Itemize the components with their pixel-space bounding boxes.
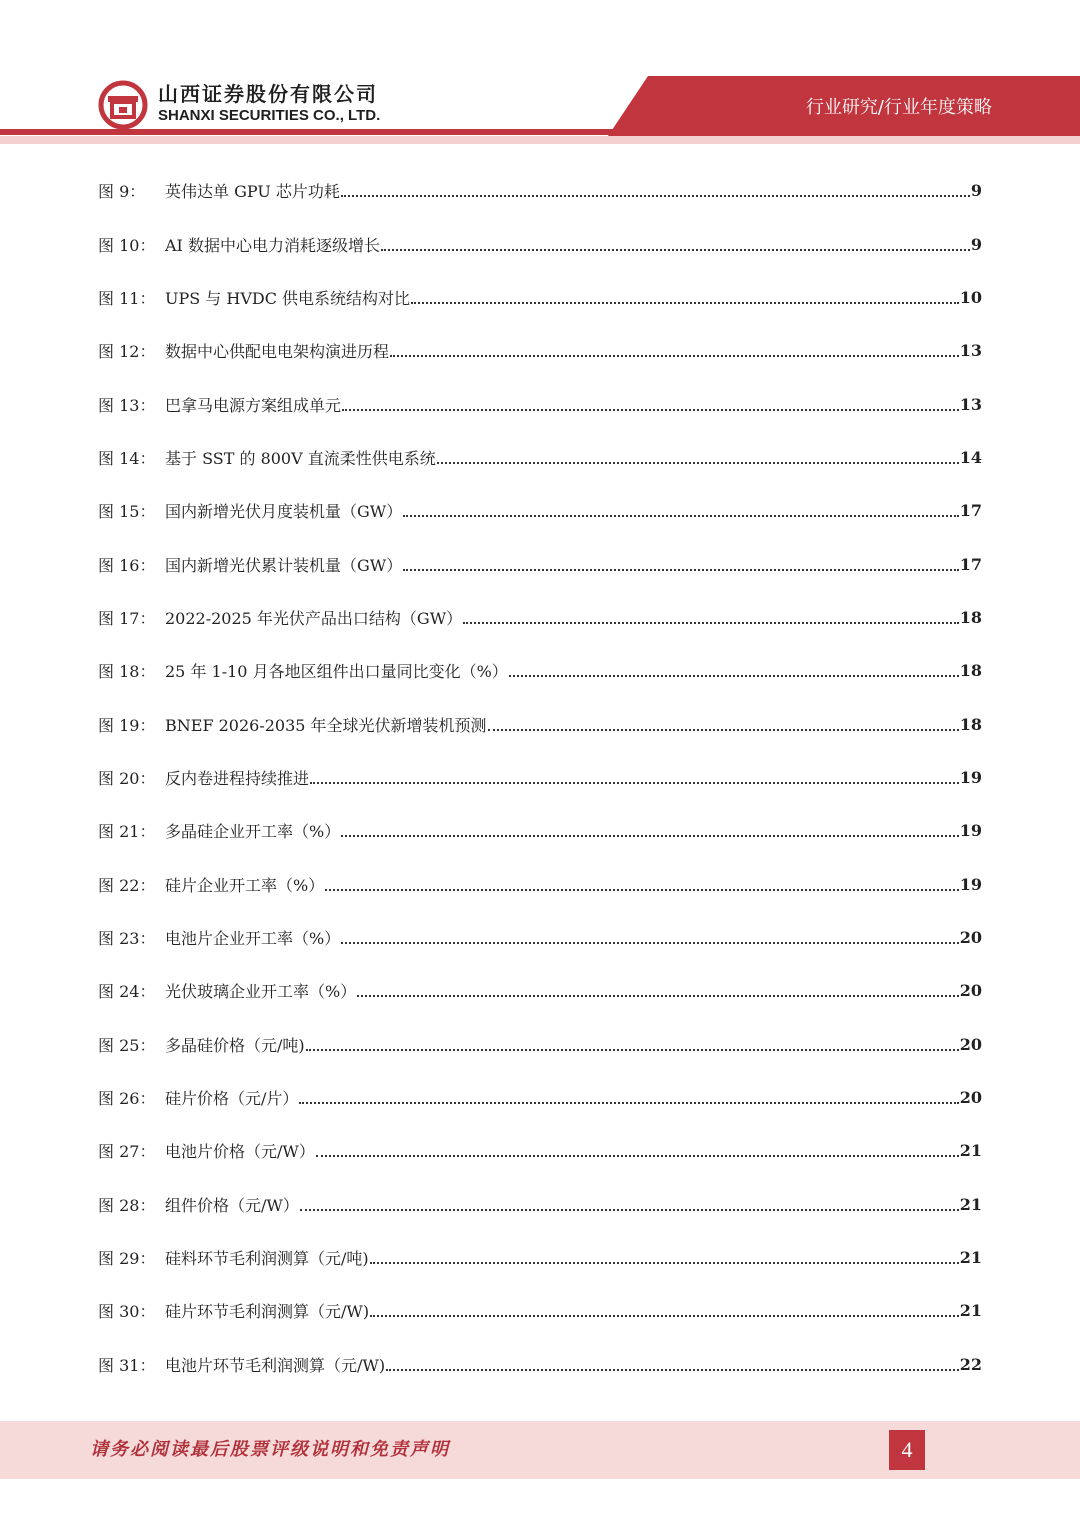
figure-label: 图 12： — [98, 342, 156, 362]
figure-label: 图 19： — [98, 715, 156, 735]
page-number-ref: 21 — [959, 1301, 982, 1321]
toc-entry[interactable] — [0, 1178, 1080, 1231]
figure-title: 国内新增光伏月度装机量（GW） — [165, 502, 403, 522]
page-number-ref: 10 — [959, 287, 982, 307]
dot-leader — [381, 248, 970, 251]
dot-leader — [325, 888, 959, 891]
dot-leader — [403, 568, 959, 571]
dot-leader — [310, 781, 959, 784]
dot-leader — [341, 834, 959, 837]
report-category: 行业研究/行业年度策略 — [805, 97, 992, 118]
figure-title: AI 数据中心电力消耗逐级增长 — [165, 235, 380, 255]
page-number-ref: 17 — [959, 554, 982, 574]
figure-label: 图 15： — [98, 502, 156, 522]
shanxi-securities-logo-icon — [98, 80, 148, 130]
toc-entry[interactable] — [0, 911, 1080, 964]
figure-label: 图 31： — [98, 1355, 156, 1375]
page-number-ref: 9 — [970, 234, 982, 254]
page-footer — [0, 1421, 1080, 1479]
page-number-ref: 21 — [959, 1141, 982, 1161]
figure-title: 硅片价格（元/片） — [165, 1089, 299, 1109]
toc-entry[interactable] — [0, 1284, 1080, 1337]
dot-leader — [357, 994, 959, 997]
page-number-ref: 20 — [959, 927, 982, 947]
dot-leader — [341, 194, 970, 197]
figure-label: 图 28： — [98, 1195, 156, 1215]
page-number-ref: 18 — [959, 661, 982, 681]
toc-entry[interactable] — [0, 217, 1080, 270]
page-number-ref: 21 — [959, 1194, 982, 1214]
figure-title: 硅片环节毛利润测算（元/W) — [165, 1302, 370, 1322]
toc-entry[interactable] — [0, 751, 1080, 804]
page-number-ref: 18 — [959, 714, 982, 734]
figure-label: 图 22： — [98, 875, 156, 895]
page-header — [0, 0, 1080, 150]
dot-leader — [437, 461, 959, 464]
figure-title: 巴拿马电源方案组成单元 — [165, 395, 342, 415]
page-number-ref: 17 — [959, 501, 982, 521]
dot-leader — [390, 354, 959, 357]
toc-entry[interactable] — [0, 1338, 1080, 1391]
toc-entry[interactable] — [0, 644, 1080, 697]
toc-entry[interactable] — [0, 964, 1080, 1017]
figure-title: 组件价格（元/W） — [165, 1195, 299, 1215]
company-name-english: SHANXI SECURITIES CO., LTD. — [158, 107, 381, 124]
page-number-ref: 19 — [959, 874, 982, 894]
page-number-ref: 20 — [959, 1034, 982, 1054]
dot-leader — [316, 1154, 959, 1157]
figure-label: 图 18： — [98, 662, 156, 682]
dot-leader — [463, 621, 959, 624]
figure-title: 电池片价格（元/W） — [165, 1142, 315, 1162]
figure-label: 图 23： — [98, 928, 156, 948]
figure-label: 图 17： — [98, 608, 156, 628]
figure-title: 硅片企业开工率（%） — [165, 875, 325, 895]
dot-leader — [306, 1048, 959, 1051]
figure-title: 国内新增光伏累计装机量（GW） — [165, 555, 403, 575]
toc-entry[interactable] — [0, 271, 1080, 324]
dot-leader — [341, 941, 959, 944]
dot-leader — [411, 301, 959, 304]
toc-entry[interactable] — [0, 431, 1080, 484]
page-number: 4 — [889, 1430, 925, 1470]
page-number-ref: 19 — [959, 767, 982, 787]
page-number-ref: 19 — [959, 821, 982, 841]
dot-leader — [403, 514, 959, 517]
page-number-ref: 18 — [959, 607, 982, 627]
toc-entry[interactable] — [0, 857, 1080, 910]
dot-leader — [488, 728, 959, 731]
toc-entry[interactable] — [0, 537, 1080, 590]
figure-label: 图 29： — [98, 1249, 156, 1269]
company-name-chinese: 山西证券股份有限公司 — [158, 82, 378, 106]
figure-title: 硅料环节毛利润测算（元/吨) — [165, 1249, 369, 1269]
figure-label: 图 14： — [98, 448, 156, 468]
figure-label: 图 24： — [98, 982, 156, 1002]
figure-table-of-contents — [0, 164, 1080, 1391]
page-number-ref: 9 — [970, 181, 982, 201]
figure-label: 图 20： — [98, 768, 156, 788]
figure-title: 基于 SST 的 800V 直流柔性供电系统 — [165, 448, 436, 468]
toc-entry[interactable] — [0, 1231, 1080, 1284]
dot-leader — [300, 1208, 959, 1211]
figure-title: 多晶硅企业开工率（%） — [165, 822, 341, 842]
figure-label: 图 11： — [98, 288, 156, 308]
toc-entry[interactable] — [0, 804, 1080, 857]
dot-leader — [370, 1314, 959, 1317]
toc-entry[interactable] — [0, 164, 1080, 217]
figure-title: 多晶硅价格（元/吨) — [165, 1035, 305, 1055]
figure-label: 图 21： — [98, 822, 156, 842]
page-number-ref: 20 — [959, 1088, 982, 1108]
figure-title: 2022-2025 年光伏产品出口结构（GW） — [165, 608, 463, 628]
figure-label: 图 30： — [98, 1302, 156, 1322]
figure-title: 电池片环节毛利润测算（元/W) — [165, 1355, 386, 1375]
figure-label: 图 10： — [98, 235, 156, 255]
figure-title: 英伟达单 GPU 芯片功耗 — [165, 182, 340, 202]
figure-label: 图 26： — [98, 1089, 156, 1109]
dot-leader — [509, 674, 959, 677]
page-number-ref: 21 — [959, 1248, 982, 1268]
toc-entry[interactable] — [0, 1071, 1080, 1124]
disclaimer-text: 请务必阅读最后股票评级说明和免责声明 — [90, 1439, 450, 1460]
page-number-ref: 13 — [959, 341, 982, 361]
page-number-ref: 13 — [959, 394, 982, 414]
figure-title: 电池片企业开工率（%） — [165, 928, 341, 948]
dot-leader — [370, 1261, 959, 1264]
toc-entry[interactable] — [0, 377, 1080, 430]
figure-label: 图 13： — [98, 395, 156, 415]
page-number-ref: 20 — [959, 981, 982, 1001]
toc-entry[interactable] — [0, 484, 1080, 537]
header-band — [0, 0, 1080, 150]
toc-entry[interactable] — [0, 324, 1080, 377]
dot-leader — [299, 1101, 958, 1104]
page-number-ref: 14 — [959, 447, 982, 467]
figure-title: UPS 与 HVDC 供电系统结构对比 — [165, 288, 411, 308]
figure-title: 反内卷进程持续推进 — [165, 768, 310, 788]
page-number-ref: 22 — [959, 1354, 982, 1374]
figure-title: 25 年 1-10 月各地区组件出口量同比变化（%） — [165, 662, 508, 682]
toc-entry[interactable] — [0, 1124, 1080, 1177]
figure-title: 数据中心供配电电架构演进历程 — [165, 342, 390, 362]
dot-leader — [386, 1368, 959, 1371]
toc-entry[interactable] — [0, 697, 1080, 750]
figure-label: 图 16： — [98, 555, 156, 575]
dot-leader — [342, 408, 959, 411]
toc-entry[interactable] — [0, 591, 1080, 644]
figure-label: 图 27： — [98, 1142, 156, 1162]
toc-entry[interactable] — [0, 1018, 1080, 1071]
figure-title: BNEF 2026-2035 年全球光伏新增装机预测 — [165, 715, 487, 735]
figure-label: 图 9： — [98, 182, 146, 202]
figure-label: 图 25： — [98, 1035, 156, 1055]
figure-title: 光伏玻璃企业开工率（%） — [165, 982, 357, 1002]
